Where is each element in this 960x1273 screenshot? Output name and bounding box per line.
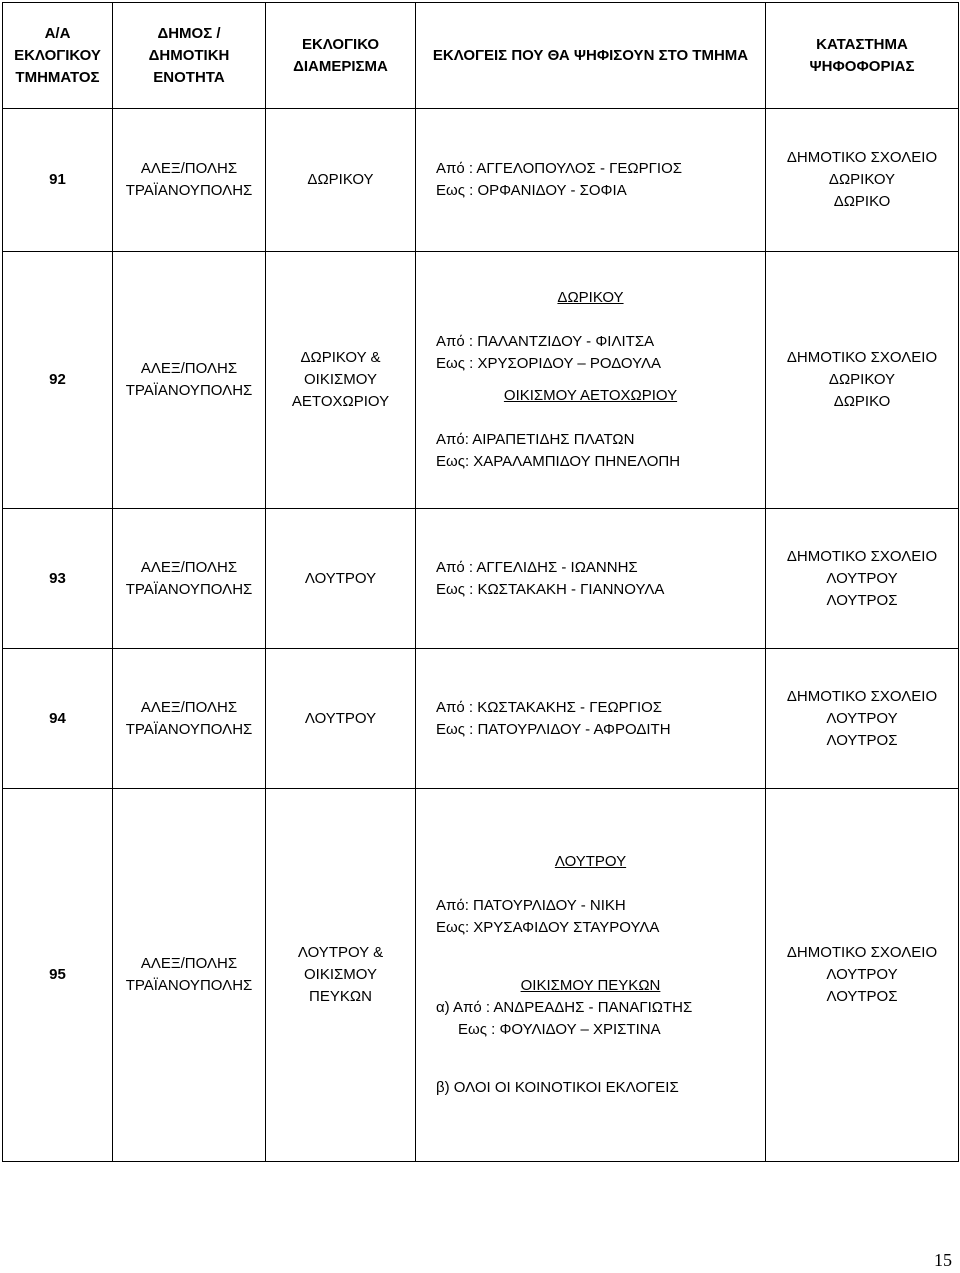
voters-to: Εως: ΧΡΥΣΑΦΙΔΟΥ ΣΤΑΥΡΟΥΛΑ	[436, 919, 660, 936]
voters-cell	[416, 509, 766, 649]
section-number: 92	[3, 252, 113, 509]
page-number: 15	[934, 1250, 952, 1270]
voters-from: Από: ΠΑΤΟΥΡΛΙΔΟΥ - ΝΙΚΗ	[436, 897, 626, 914]
section-number: 95	[3, 789, 113, 1162]
district-cell: ΛΟΥΤΡΟΥ	[266, 649, 416, 789]
table-row	[3, 789, 959, 1162]
municipality-cell: ΑΛΕΞ/ΠΟΛΗΣ ΤΡΑΪΑΝΟΥΠΟΛΗΣ	[113, 789, 266, 1162]
voters-from: Από : ΠΑΛΑΝΤΖΙΔΟΥ - ΦΙΛΙΤΣΑ	[436, 333, 655, 350]
header-district: ΕΚΛΟΓΙΚΟ ΔΙΑΜΕΡΙΣΜΑ	[266, 3, 416, 109]
district-cell: ΔΩΡΙΚΟΥ	[266, 109, 416, 252]
municipality-cell: ΑΛΕΞ/ΠΟΛΗΣ ΤΡΑΪΑΝΟΥΠΟΛΗΣ	[113, 252, 266, 509]
district-cell: ΔΩΡΙΚΟΥ & ΟΙΚΙΣΜΟΥ ΑΕΤΟΧΩΡΙΟΥ	[266, 252, 416, 509]
voters-cell	[416, 109, 766, 252]
header-municipality: ΔΗΜΟΣ / ΔΗΜΟΤΙΚΗ ΕΝΟΤΗΤΑ	[113, 3, 266, 109]
district-cell: ΛΟΥΤΡΟΥ & ΟΙΚΙΣΜΟΥ ΠΕΥΚΩΝ	[266, 789, 416, 1162]
voters-from: α) Από : ΑΝΔΡΕΑΔΗΣ - ΠΑΝΑΓΙΩΤΗΣ	[436, 999, 693, 1016]
voters-to: Εως : ΚΩΣΤΑΚΑΚΗ - ΓΙΑΝΝΟΥΛΑ	[436, 580, 665, 598]
polling-station-cell: ΔΗΜΟΤΙΚΟ ΣΧΟΛΕΙΟ ΛΟΥΤΡΟΥ ΛΟΥΤΡΟΣ	[766, 649, 959, 789]
voters-to: Εως : ΟΡΦΑΝΙΔΟΥ - ΣΟΦΙΑ	[436, 182, 627, 199]
voters-to: Εως : ΦΟΥΛΙΔΟΥ – ΧΡΙΣΤΙΝΑ	[458, 1021, 661, 1038]
voters-subheading: ΛΟΥΤΡΟΥ	[554, 853, 627, 870]
voters-subheading: ΔΩΡΙΚΟΥ	[557, 289, 624, 306]
voters-to: Εως : ΧΡΥΣΟΡΙΔΟΥ – ΡΟΔΟΥΛΑ	[436, 355, 662, 372]
voters-to: Εως : ΠΑΤΟΥΡΛΙΔΟΥ - ΑΦΡΟΔΙΤΗ	[436, 720, 671, 738]
polling-station-cell: ΔΗΜΟΤΙΚΟ ΣΧΟΛΕΙΟ ΔΩΡΙΚΟΥ ΔΩΡΙΚΟ	[766, 252, 959, 509]
table-row	[3, 109, 959, 252]
district-cell: ΛΟΥΤΡΟΥ	[266, 509, 416, 649]
municipality-cell: ΑΛΕΞ/ΠΟΛΗΣ ΤΡΑΪΑΝΟΥΠΟΛΗΣ	[113, 649, 266, 789]
table-row	[3, 649, 959, 789]
voters-cell	[416, 649, 766, 789]
voters-note: β) ΟΛΟΙ ΟΙ ΚΟΙΝΟΤΙΚΟΙ ΕΚΛΟΓΕΙΣ	[436, 1079, 679, 1096]
section-number: 93	[3, 509, 113, 649]
municipality-cell: ΑΛΕΞ/ΠΟΛΗΣ ΤΡΑΪΑΝΟΥΠΟΛΗΣ	[113, 509, 266, 649]
table-header-row	[3, 3, 959, 109]
voters-to: Εως: ΧΑΡΑΛΑΜΠΙΔΟΥ ΠΗΝΕΛΟΠΗ	[436, 453, 681, 470]
polling-station-cell: ΔΗΜΟΤΙΚΟ ΣΧΟΛΕΙΟ ΛΟΥΤΡΟΥ ΛΟΥΤΡΟΣ	[766, 509, 959, 649]
municipality-cell: ΑΛΕΞ/ΠΟΛΗΣ ΤΡΑΪΑΝΟΥΠΟΛΗΣ	[113, 109, 266, 252]
voters-from: Από : ΚΩΣΤΑΚΑΚΗΣ - ΓΕΩΡΓΙΟΣ	[436, 698, 663, 716]
header-polling-station: ΚΑΤΑΣΤΗΜΑ ΨΗΦΟΦΟΡΙΑΣ	[766, 3, 959, 109]
section-number: 94	[3, 649, 113, 789]
voters-subheading: ΟΙΚΙΣΜΟΥ ΠΕΥΚΩΝ	[520, 977, 661, 994]
polling-station-cell: ΔΗΜΟΤΙΚΟ ΣΧΟΛΕΙΟ ΔΩΡΙΚΟΥ ΔΩΡΙΚΟ	[766, 109, 959, 252]
voters-cell	[416, 252, 766, 509]
voters-from: Από : ΑΓΓΕΛΟΠΟΥΛΟΣ - ΓΕΩΡΓΙΟΣ	[436, 160, 683, 177]
voters-cell	[416, 789, 766, 1162]
header-section-number: Α/Α ΕΚΛΟΓΙΚΟΥ ΤΜΗΜΑΤΟΣ	[3, 3, 113, 109]
voters-from: Από : ΑΓΓΕΛΙΔΗΣ - ΙΩΑΝΝΗΣ	[436, 558, 638, 576]
header-voters: ΕΚΛΟΓΕΙΣ ΠΟΥ ΘΑ ΨΗΦΙΣΟΥΝ ΣΤΟ ΤΜΗΜΑ	[416, 3, 766, 109]
table-row	[3, 252, 959, 509]
electoral-sections-table	[2, 2, 959, 1162]
table-row	[3, 509, 959, 649]
voters-from: Από: ΑΙΡΑΠΕΤΙΔΗΣ ΠΛΑΤΩΝ	[436, 431, 635, 448]
voters-subheading: ΟΙΚΙΣΜΟΥ ΑΕΤΟΧΩΡΙΟΥ	[503, 387, 678, 404]
polling-station-cell: ΔΗΜΟΤΙΚΟ ΣΧΟΛΕΙΟ ΛΟΥΤΡΟΥ ΛΟΥΤΡΟΣ	[766, 789, 959, 1162]
section-number: 91	[3, 109, 113, 252]
